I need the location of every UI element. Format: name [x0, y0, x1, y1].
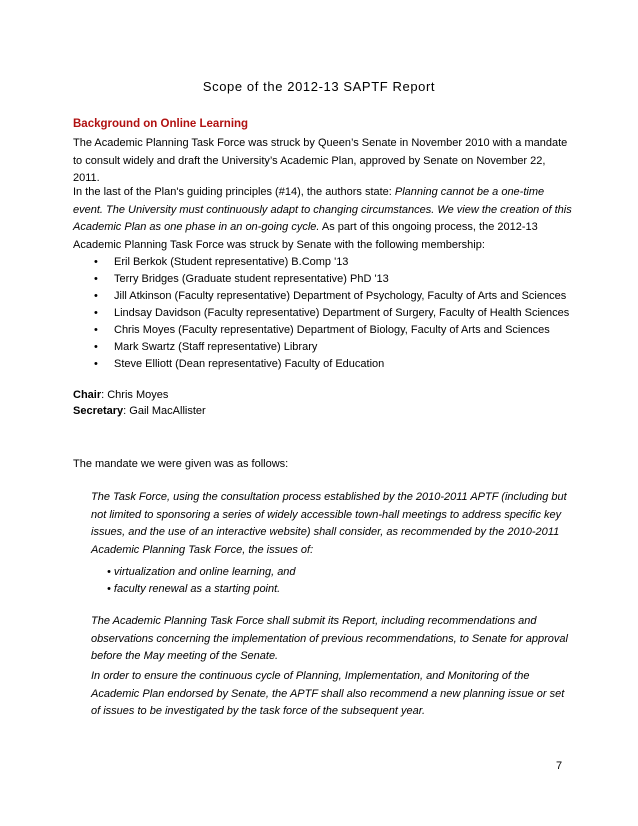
- mandate-quote-3: In order to ensure the continuous cycle of Planning, Implementation, and Monitoring of the Academic Plan endorsed by Senate, the APTF shall also recommend a new planning issue or set of issues to be investigated by the task force of the subsequent year.: [91, 670, 565, 717]
- chair-line: Chair: Chris Moyes: [73, 389, 169, 401]
- bullet-icon: •: [107, 566, 111, 578]
- bullet-icon: •: [94, 307, 98, 319]
- bullet-icon: •: [94, 273, 98, 285]
- section-heading: Background on Online Learning: [73, 118, 249, 130]
- bullet-icon: •: [107, 583, 111, 595]
- mandate-quote-2: The Academic Planning Task Force shall submit its Report, including recommendations and observations concerning the implementation of previous recommendations, to Senate for approval before the May meeting of the Senate.: [91, 615, 568, 662]
- member-item: • Chris Moyes (Faculty representative) Department of Biology, Faculty of Arts and Sciences: [92, 322, 569, 339]
- issue-item: • faculty renewal as a starting point.: [107, 583, 281, 595]
- mandate-intro: The mandate we were given was as follows:: [73, 458, 289, 470]
- issue-item: • virtualization and online learning, and: [107, 566, 296, 578]
- officers-block: [73, 387, 206, 419]
- membership-list: [92, 254, 569, 373]
- principles-quote: Planning cannot be a one-time event. The University must continuously adapt to changing circumstances. We view the creation of this Academic Plan as one phase in an on-going cycle.: [73, 186, 572, 233]
- member-item: • Jill Atkinson (Faculty representative) Department of Psychology, Faculty of Arts and Sciences: [92, 288, 569, 305]
- issues-list: [107, 564, 296, 598]
- secretary-line: Secretary: Gail MacAllister: [73, 405, 206, 417]
- member-item: • Lindsay Davidson (Faculty representative) Department of Surgery, Faculty of Health Sciences: [92, 305, 569, 322]
- page-number: 7: [556, 760, 563, 772]
- page-title: Scope of the 2012-13 SAPTF Report: [202, 79, 436, 94]
- member-item: • Mark Swartz (Staff representative) Library: [92, 339, 569, 356]
- bullet-icon: •: [94, 290, 98, 302]
- bullet-icon: •: [94, 341, 98, 353]
- member-item: • Eril Berkok (Student representative) B.Comp '13: [92, 254, 569, 271]
- member-item: • Steve Elliott (Dean representative) Faculty of Education: [92, 356, 569, 373]
- paragraph-principles: [73, 184, 573, 254]
- bullet-icon: •: [94, 324, 98, 336]
- principles-outro: As part of this ongoing process, the 2012-13 Academic Planning Task Force was struck by Senate with the following membership:: [73, 221, 538, 251]
- bullet-icon: •: [94, 256, 98, 268]
- mandate-quote-1: The Task Force, using the consultation process established by the 2010-2011 APTF (including but not limited to sponsoring a series of widely accessible town-hall meetings to address specific key issues, and the use of an interactive website) shall consider, as recommended by the 2010-2011 Academic Planning Task Force, the issues of:: [91, 491, 567, 556]
- principles-intro: In the last of the Plan's guiding principles (#14), the authors state:: [73, 186, 395, 198]
- member-item: • Terry Bridges (Graduate student representative) PhD '13: [92, 271, 569, 288]
- paragraph-background: The Academic Planning Task Force was struck by Queen’s Senate in November 2010 with a mandate to consult widely and draft the University’s Academic Plan, approved by Senate on November 22, 2011.: [73, 137, 568, 184]
- bullet-icon: •: [94, 358, 98, 370]
